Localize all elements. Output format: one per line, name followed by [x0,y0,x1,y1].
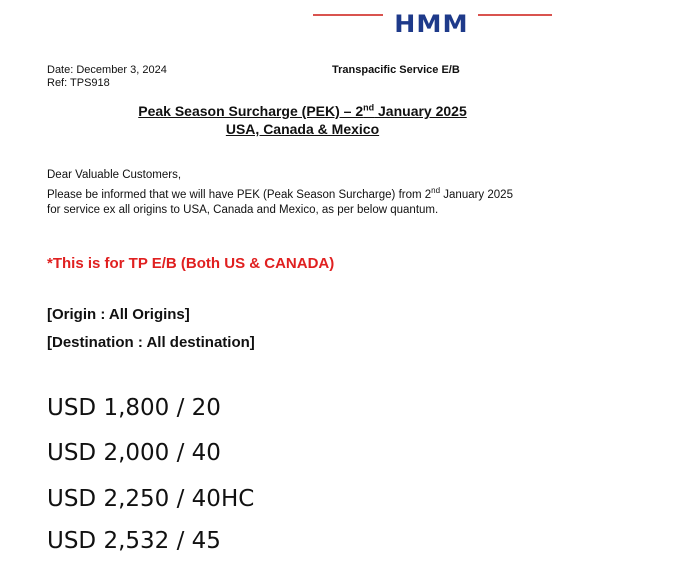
origin-scope: [Origin : All Origins] [47,306,190,323]
title-text-end: January 2025 [374,103,467,119]
salutation: Dear Valuable Customers, [47,169,182,181]
announcement-line-1 [47,188,513,202]
ref-line: Ref: TPS918 [47,77,110,89]
page-subtitle: USA, Canada & Mexico [225,121,380,137]
title-text-start: Peak Season Surcharge (PEK) – 2 [138,103,364,119]
date-line: Date: December 3, 2024 [47,64,167,76]
announcement-text-start: Please be informed that we will have PEK (Peak Season Surcharge) from 2 [47,189,432,201]
price-40ft: USD 2,000 / 40 [47,440,221,466]
scope-note: *This is for TP E/B (Both US & CANADA) [47,255,335,272]
title-ordinal: nd [363,102,375,113]
service-name: Transpacific Service E/B [332,64,460,76]
price-45ft: USD 2,532 / 45 [47,528,221,554]
price-40hc: USD 2,250 / 40HC [47,486,255,512]
company-logo: HMM [394,10,469,38]
logo-line-right [478,14,552,16]
announcement-line-2: for service ex all origins to USA, Canada and Mexico, as per below quantum. [47,204,439,216]
page-title [0,103,605,119]
announcement-ordinal: nd [431,186,441,196]
price-20ft: USD 1,800 / 20 [47,395,221,421]
announcement-text-end: January 2025 [440,189,513,201]
destination-scope: [Destination : All destination] [47,334,255,351]
logo-line-left [313,14,383,16]
